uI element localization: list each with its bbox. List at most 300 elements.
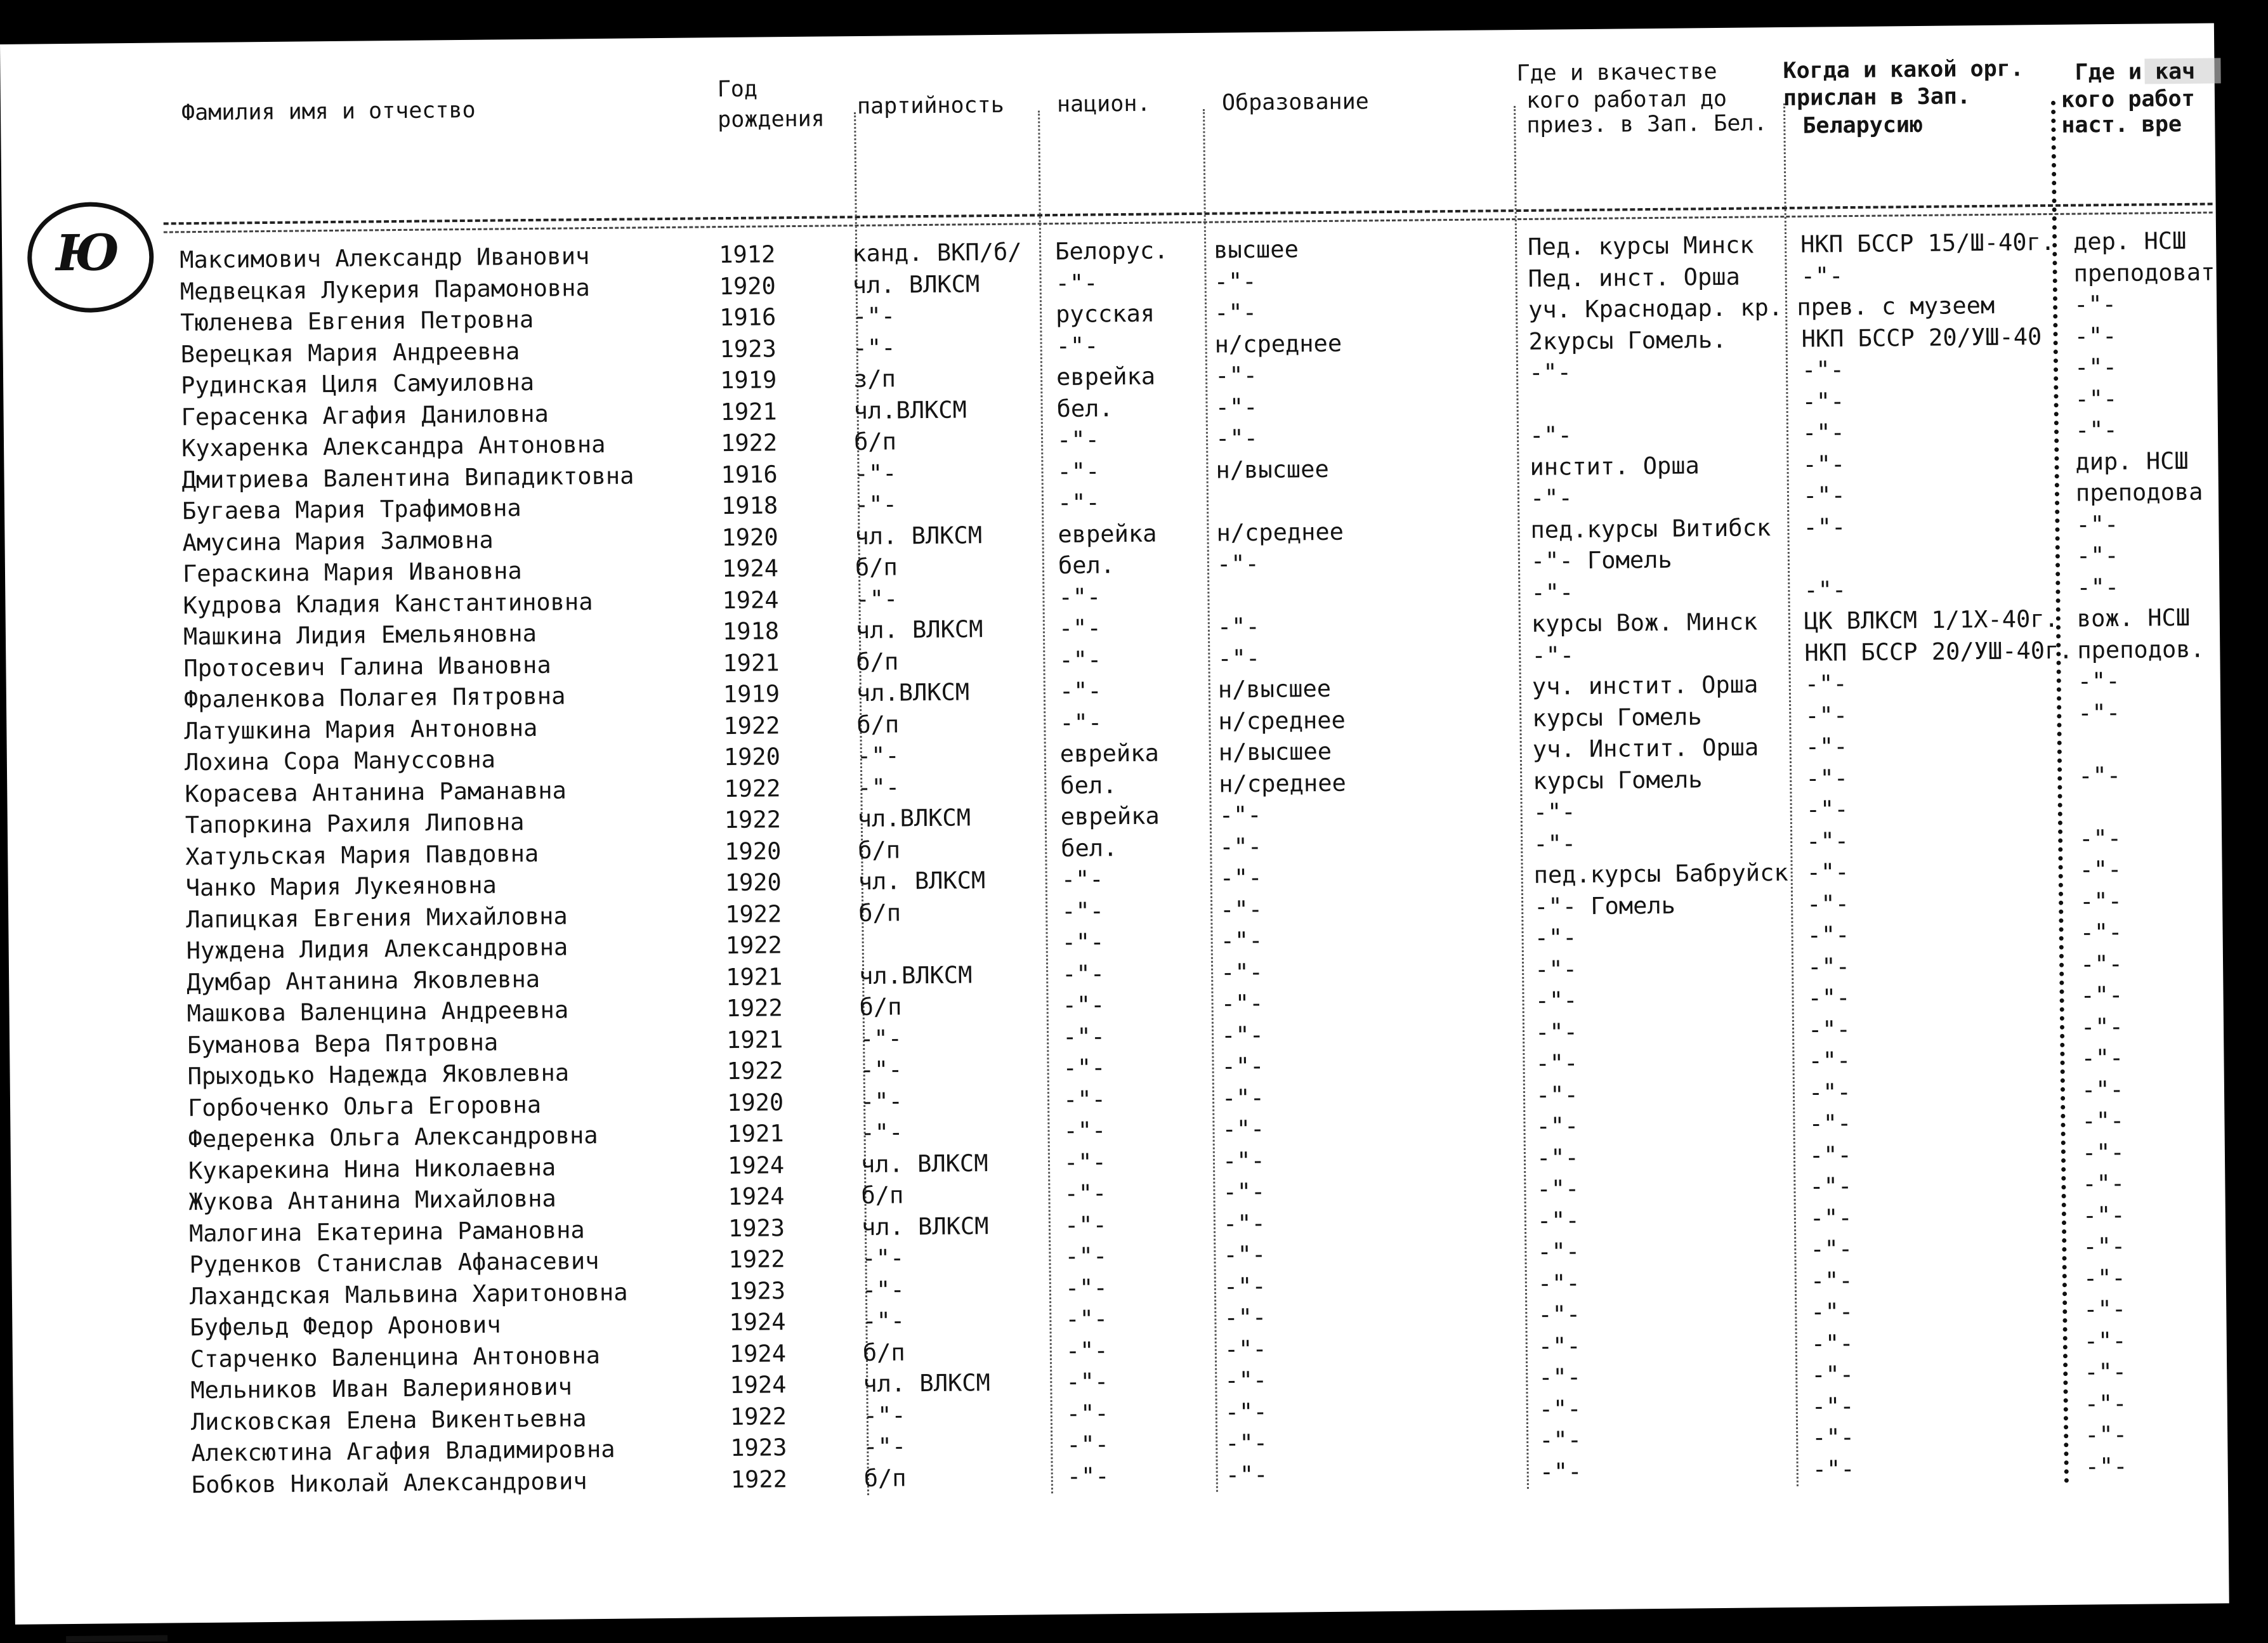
cell-party: чл.ВЛКСМ: [853, 395, 967, 424]
cell-sent: -"-: [1801, 356, 1845, 384]
cell-now: преподова: [2075, 478, 2203, 507]
cell-name: Чанко Мария Лукеяновна: [185, 871, 497, 902]
cell-year: 1918: [722, 617, 780, 646]
cell-edu: -"-: [1225, 1460, 1268, 1489]
cell-now: -"-: [2080, 981, 2123, 1009]
cell-year: 1924: [722, 586, 779, 614]
cell-now: -"-: [2081, 1044, 2124, 1072]
cell-prev: курсы Вож. Минск: [1531, 608, 1758, 638]
cell-nat: -"-: [1066, 1399, 1109, 1427]
cell-now: -"-: [2082, 1201, 2125, 1229]
cell-party: чл. ВЛКСМ: [855, 521, 983, 550]
cell-prev: инстит. Орша: [1530, 451, 1700, 481]
cell-nat: -"-: [1061, 928, 1105, 956]
cell-party: -"-: [862, 1275, 905, 1304]
cell-sent: -"-: [1806, 795, 1849, 823]
header-education: Образование: [1221, 89, 1369, 116]
cell-year: 1922: [725, 900, 782, 928]
cell-prev: -"- Гомель: [1533, 891, 1676, 920]
cell-year: 1922: [724, 774, 781, 802]
cell-prev: -"-: [1539, 1457, 1582, 1486]
cell-nat: -"-: [1061, 896, 1105, 925]
cell-party: -"-: [863, 1401, 906, 1429]
cell-nat: -"-: [1055, 268, 1098, 297]
cell-prev: курсы Гомель: [1533, 765, 1703, 795]
cell-prev: -"-: [1535, 1018, 1578, 1046]
cell-year: 1922: [728, 1245, 785, 1274]
cell-nat: бел.: [1058, 551, 1115, 580]
cell-edu: -"-: [1219, 832, 1262, 861]
header-sent-1: Когда и какой орг.: [1783, 56, 2024, 84]
cell-sent: -"-: [1809, 1141, 1852, 1169]
cell-name: Руденков Станислав Афанасевич: [189, 1247, 600, 1279]
cell-now: преподов.: [2077, 635, 2205, 664]
cell-sent: -"-: [1808, 1047, 1851, 1075]
cell-nat: -"-: [1056, 426, 1100, 454]
cell-edu: -"-: [1214, 299, 1257, 327]
cell-nat: -"-: [1058, 582, 1101, 611]
cell-prev: -"-: [1539, 1426, 1582, 1454]
cell-year: 1920: [719, 272, 777, 300]
cell-edu: -"-: [1223, 1240, 1266, 1269]
cell-year: 1918: [721, 492, 778, 520]
cell-nat: -"-: [1066, 1368, 1109, 1396]
cell-name: Кухаренка Александра Антоновна: [181, 430, 606, 462]
cell-now: дер. НСШ: [2073, 226, 2187, 256]
cell-now: -"-: [2081, 1106, 2125, 1135]
cell-now: -"-: [2078, 761, 2121, 790]
cell-nat: -"-: [1062, 991, 1105, 1019]
cell-prev: уч. Краснодар. кр. прев. с музеем: [1528, 291, 1995, 324]
header-party: партийность: [856, 92, 1004, 120]
cell-nat: еврейка: [1056, 362, 1156, 391]
cell-party: чл. ВЛКСМ: [855, 615, 983, 645]
cell-party: чл.ВЛКСМ: [856, 678, 970, 707]
cell-party: чл. ВЛКСМ: [860, 1149, 988, 1178]
cell-name: Думбар Антанина Яковлевна: [186, 965, 541, 996]
cell-year: 1922: [726, 994, 783, 1023]
cell-edu: н/среднее: [1219, 769, 1346, 798]
cell-sent: -"-: [1809, 1172, 1852, 1200]
cell-sent: -"-: [1802, 481, 1845, 509]
cell-sent: -"-: [1808, 1078, 1852, 1106]
cell-nat: -"-: [1056, 331, 1099, 360]
cell-party: -"-: [862, 1307, 905, 1335]
cell-nat: -"-: [1066, 1462, 1110, 1490]
cell-name: Буманова Вера Пятровна: [187, 1028, 499, 1059]
cell-sent: -"-: [1810, 1266, 1853, 1295]
cell-nat: -"-: [1063, 1148, 1107, 1176]
cell-now: -"-: [2084, 1420, 2128, 1449]
cell-prev: -"-: [1538, 1363, 1582, 1391]
cell-prev: уч. Инстит. Орша: [1532, 733, 1759, 763]
cell-year: 1923: [730, 1434, 787, 1462]
cell-year: 1921: [723, 648, 780, 677]
cell-nat: -"-: [1065, 1273, 1108, 1302]
cell-year: 1923: [728, 1214, 785, 1242]
cell-now: -"-: [2074, 353, 2118, 381]
cell-prev: пед.курсы Витибск: [1530, 513, 1771, 544]
cell-party: б/п: [855, 553, 898, 582]
cell-year: 1922: [730, 1402, 787, 1430]
cell-now: -"-: [2083, 1232, 2126, 1260]
cell-edu: -"-: [1221, 1083, 1265, 1112]
cell-prev: -"-: [1537, 1175, 1580, 1203]
cell-prev: -"-: [1535, 1080, 1579, 1109]
cell-now: -"-: [2080, 1012, 2124, 1041]
cell-prev: -"-: [1535, 1049, 1578, 1077]
header-now-1: Где и кач: [2075, 58, 2196, 86]
cell-nat: -"-: [1066, 1430, 1110, 1458]
cell-edu: н/среднее: [1216, 518, 1344, 547]
cell-year: 1919: [723, 680, 780, 709]
cell-prev: -"-: [1538, 1332, 1581, 1360]
cell-party: канд. ВКП/б/: [852, 238, 1022, 268]
cell-now: -"-: [2081, 1075, 2124, 1104]
cell-edu: н/высшее: [1217, 674, 1332, 704]
cell-name: Лохина Сора Мануссовна: [184, 745, 496, 776]
cell-now: -"-: [2075, 384, 2118, 413]
cell-nat: русская: [1055, 299, 1155, 329]
cell-prev: -"-: [1538, 1300, 1581, 1328]
cell-name: Бобков Николай Александрович: [191, 1467, 587, 1498]
cell-name: Алексютина Агафия Владимировна: [191, 1435, 615, 1467]
cell-year: 1922: [725, 931, 783, 960]
cell-year: 1920: [721, 523, 778, 551]
cell-prev: уч. инстит. Орша: [1531, 671, 1759, 700]
cell-year: 1920: [724, 868, 782, 897]
cell-sent: НКП БССР 15/Ш-40г.: [1800, 228, 2055, 258]
cell-edu: -"-: [1214, 362, 1258, 389]
cell-sent: -"-: [1807, 984, 1851, 1012]
cell-party: чл. ВЛКСМ: [858, 867, 986, 896]
cell-sent: -"-: [1806, 764, 1849, 792]
cell-now: -"-: [2073, 290, 2117, 318]
cell-party: -"-: [859, 1024, 903, 1052]
cell-year: 1924: [721, 554, 779, 583]
cell-sent: -"-: [1807, 952, 1851, 981]
cell-year: 1923: [719, 334, 777, 363]
cell-nat: -"-: [1059, 645, 1102, 674]
cell-nat: -"-: [1064, 1210, 1107, 1239]
scan-mark: [66, 1635, 167, 1643]
cell-year: 1912: [719, 240, 776, 269]
cell-edu: -"-: [1216, 549, 1259, 578]
cell-nat: -"-: [1057, 457, 1100, 485]
cell-now: -"-: [2075, 416, 2118, 444]
cell-nat: бел.: [1061, 834, 1118, 862]
cell-now: -"-: [2076, 573, 2120, 601]
cell-nat: -"-: [1059, 677, 1102, 705]
cell-name: Малогина Екатерина Рамановна: [188, 1215, 585, 1247]
cell-year: 1923: [728, 1276, 786, 1305]
cell-name: Протосевич Галина Ивановна: [183, 651, 551, 682]
cell-prev: -"-: [1528, 358, 1572, 386]
cell-prev: -"-: [1535, 986, 1578, 1014]
cell-name: Мельников Иван Валериянович: [190, 1373, 573, 1404]
cell-nat: -"-: [1065, 1242, 1108, 1270]
cell-sent: -"-: [1811, 1392, 1854, 1420]
cell-prev: -"-: [1537, 1238, 1580, 1266]
cell-prev: Пед. курсы Минск: [1527, 231, 1754, 261]
cell-edu: -"-: [1224, 1366, 1268, 1394]
cell-year: 1921: [720, 397, 777, 426]
cell-party: -"-: [854, 459, 897, 487]
cell-edu: -"-: [1223, 1272, 1266, 1300]
cell-year: 1916: [721, 460, 778, 488]
cell-prev: 2курсы Гомель.: [1528, 325, 1727, 355]
cell-now: -"-: [2078, 698, 2121, 727]
cell-party: чл. ВЛКСМ: [852, 270, 980, 299]
cell-sent: -"-: [1812, 1424, 1855, 1451]
cell-nat: бел.: [1060, 771, 1117, 799]
header-prev-work-2: кого работал до: [1526, 86, 1727, 114]
cell-edu: н/среднее: [1218, 706, 1346, 735]
cell-name: Дмитриева Валентина Випадиктовна: [181, 461, 634, 494]
cell-party: б/п: [863, 1463, 907, 1492]
cell-party: чл.ВЛКСМ: [857, 804, 971, 833]
cell-year: 1919: [719, 366, 777, 395]
cell-edu: -"-: [1219, 801, 1262, 829]
cell-sent: -"-: [1810, 1235, 1853, 1263]
cell-name: Федеренка Ольга Александровна: [188, 1122, 598, 1153]
cell-now: преподоват: [2073, 258, 2215, 287]
cell-name: Гераскина Мария Ивановна: [182, 557, 522, 588]
cell-year: 1924: [730, 1371, 787, 1399]
cell-party: чл.ВЛКСМ: [858, 960, 973, 990]
cell-name: Латушкина Мария Антоновна: [184, 714, 538, 745]
cell-party: чл. ВЛКСМ: [863, 1369, 991, 1398]
cell-edu: -"-: [1220, 926, 1263, 955]
cell-name: Корасева Антанина Раманавна: [185, 776, 567, 808]
cell-name: Кукарекина Нина Николаевна: [188, 1153, 556, 1184]
cell-edu: -"-: [1219, 895, 1263, 924]
cell-year: 1921: [726, 1025, 783, 1054]
cell-nat: бел.: [1056, 394, 1113, 422]
cell-party: б/п: [862, 1338, 905, 1366]
cell-nat: -"-: [1058, 614, 1101, 643]
header-sent-3: Беларусию: [1802, 112, 1924, 139]
cell-party: -"-: [856, 742, 900, 770]
cell-year: 1922: [724, 806, 782, 834]
cell-now: -"-: [2078, 824, 2122, 853]
cell-now: -"-: [2082, 1169, 2125, 1198]
cell-nat: -"-: [1059, 708, 1103, 736]
cell-year: 1924: [729, 1308, 786, 1337]
cell-name: Лахандская Мальвина Харитоновна: [189, 1278, 628, 1310]
cell-edu: н/высшее: [1216, 455, 1329, 484]
cell-now: -"-: [2083, 1264, 2126, 1292]
cell-now: -"-: [2084, 1358, 2127, 1386]
cell-party: -"-: [854, 490, 898, 519]
cell-party: -"-: [860, 1087, 903, 1115]
cell-sent: -"-: [1807, 921, 1850, 949]
cell-edu: -"-: [1221, 1052, 1264, 1080]
cell-sent: -"-: [1811, 1298, 1854, 1326]
cell-now: вож. НСШ: [2076, 603, 2191, 632]
header-name: Фамилия имя и отчество: [181, 97, 476, 126]
header-prev-work-1: Где и вкачестве: [1516, 59, 1717, 87]
cell-year: 1922: [730, 1465, 788, 1493]
cell-year: 1920: [724, 837, 782, 865]
cell-prev: -"-: [1533, 829, 1576, 858]
cell-now: -"-: [2079, 855, 2122, 884]
cell-sent: -"-: [1805, 701, 1848, 730]
cell-name: Бугаева Мария Трафимовна: [181, 494, 521, 525]
cell-year: 1924: [727, 1151, 785, 1179]
cell-party: -"-: [855, 584, 898, 613]
cell-prev: -"- Гомель: [1530, 546, 1672, 575]
header-nationality: национ.: [1056, 91, 1151, 118]
cell-edu: -"-: [1224, 1398, 1268, 1426]
cell-edu: -"-: [1222, 1115, 1265, 1143]
cell-nat: -"-: [1064, 1179, 1107, 1207]
cell-now: -"-: [2076, 541, 2119, 570]
cell-prev: -"-: [1536, 1143, 1579, 1172]
cell-sent: НКП БССР 20/УШ-40г.: [1804, 636, 2073, 667]
cell-name: Рудинская Циля Самуиловна: [180, 368, 535, 400]
cell-prev: -"-: [1530, 484, 1573, 512]
cell-edu: -"-: [1224, 1335, 1267, 1363]
cell-party: -"-: [860, 1118, 903, 1147]
cell-prev: Пед. инст. Орша: [1528, 263, 1740, 292]
cell-sent: -"-: [1807, 1015, 1851, 1044]
cell-edu: -"-: [1219, 863, 1262, 892]
cell-now: -"-: [2080, 950, 2123, 978]
cell-year: 1924: [728, 1182, 785, 1211]
cell-edu: -"-: [1217, 644, 1261, 672]
cell-now: -"-: [2084, 1389, 2127, 1418]
cell-nat: еврейка: [1059, 739, 1159, 768]
cell-sent: -"-: [1809, 1110, 1852, 1137]
cell-year: 1921: [725, 962, 783, 991]
cell-name: Буфельд Федор Аронович: [190, 1311, 501, 1342]
cell-prev: -"-: [1531, 578, 1574, 606]
cell-name: Прыходько Надежда Яковлевна: [187, 1059, 570, 1090]
cell-sent: -"-: [1804, 575, 1847, 604]
cell-now: -"-: [2081, 1138, 2125, 1167]
cell-party: -"-: [860, 1056, 903, 1084]
cell-party: -"-: [857, 773, 900, 801]
cell-edu: н/среднее: [1214, 329, 1342, 358]
cell-name: Лисковская Елена Викентьевна: [190, 1404, 587, 1436]
header-sent-2: прислан в Зап.: [1783, 84, 1971, 112]
cell-prev: -"-: [1538, 1394, 1582, 1423]
cell-edu: -"-: [1214, 267, 1257, 296]
cell-name: Амусина Мария Залмовна: [182, 526, 494, 556]
cell-sent: -"-: [1802, 450, 1845, 478]
cell-nat: -"-: [1065, 1305, 1108, 1333]
cell-party: б/п: [858, 835, 901, 864]
cell-sent: -"-: [1811, 1329, 1854, 1358]
cell-now: дир. НСШ: [2075, 447, 2189, 476]
cell-year: 1922: [723, 711, 780, 740]
cell-prev: -"-: [1531, 641, 1575, 669]
cell-edu: -"-: [1217, 612, 1260, 641]
cell-edu: -"-: [1220, 958, 1264, 986]
cell-year: 1922: [720, 429, 778, 457]
cell-party: б/п: [858, 898, 901, 927]
cell-prev: -"-: [1534, 955, 1578, 983]
cell-sent: -"-: [1802, 419, 1845, 447]
cell-sent: -"-: [1803, 513, 1846, 541]
cell-now: -"-: [2077, 667, 2120, 695]
cell-name: Кудрова Кладия Канстантиновна: [183, 587, 593, 619]
cell-sent: -"-: [1805, 733, 1848, 761]
cell-nat: -"-: [1061, 959, 1105, 988]
cell-edu: -"-: [1222, 1209, 1266, 1238]
cell-party: -"-: [862, 1244, 905, 1273]
cell-nat: -"-: [1063, 1054, 1106, 1082]
cell-nat: еврейка: [1058, 520, 1157, 548]
cell-prev: -"-: [1537, 1206, 1580, 1234]
cell-sent: -"-: [1802, 387, 1845, 416]
cell-name: Старченко Валенцина Антоновна: [190, 1341, 601, 1373]
cell-year: 1921: [727, 1120, 784, 1148]
cell-prev: пед.курсы Бабруйск: [1533, 859, 1788, 889]
cell-sent: -"-: [1812, 1455, 1855, 1483]
cell-name: Максимович Александр Иванович: [180, 242, 590, 274]
cell-name: Тапоркина Рахиля Липовна: [185, 808, 525, 839]
cell-now: -"-: [2079, 887, 2123, 915]
cell-party: з/п: [853, 365, 896, 393]
cell-name: Медвецкая Лукерия Парамоновна: [180, 273, 590, 305]
cell-edu: -"-: [1225, 1429, 1268, 1457]
cell-nat: -"-: [1063, 1116, 1106, 1144]
cell-sent: -"-: [1806, 827, 1849, 855]
cell-name: Нуждена Лидия Александровна: [186, 933, 568, 965]
cell-party: -"-: [853, 333, 896, 362]
cell-sent: НКП БССР 20/УШ-40: [1801, 322, 2042, 353]
cell-sent: ЦК ВЛКСМ 1/1Х-40г.: [1804, 605, 2059, 635]
cell-edu: -"-: [1221, 1021, 1264, 1049]
cell-prev: -"-: [1537, 1269, 1580, 1297]
header-year: Год рождения: [717, 76, 825, 133]
cell-name: Жукова Антанина Михайловна: [188, 1184, 556, 1216]
cell-nat: -"-: [1057, 488, 1101, 517]
cell-name: Хатульская Мария Павдовна: [185, 839, 539, 870]
cell-prev: -"-: [1529, 421, 1573, 449]
cell-party: б/п: [859, 993, 902, 1021]
cell-now: -"-: [2083, 1295, 2127, 1323]
cell-name: Горбоченко Ольга Егоровна: [187, 1090, 542, 1122]
cell-party: чл. ВЛКСМ: [861, 1212, 989, 1241]
cell-nat: -"-: [1061, 865, 1104, 894]
cell-sent: -"-: [1806, 858, 1849, 886]
cell-nat: -"-: [1065, 1336, 1108, 1365]
cell-name: Машкова Валенцина Андреевна: [187, 996, 569, 1028]
cell-edu: -"-: [1222, 1177, 1266, 1206]
cell-prev: -"-: [1534, 924, 1577, 952]
cell-year: 1924: [729, 1339, 787, 1368]
cell-now: -"-: [2074, 322, 2117, 350]
cell-now: -"-: [2076, 510, 2119, 539]
cell-year: 1920: [726, 1088, 784, 1116]
cell-year: 1920: [723, 743, 781, 771]
cell-now: -"-: [2083, 1326, 2127, 1355]
cell-nat: еврейка: [1060, 802, 1160, 831]
cell-prev: курсы Гомель: [1532, 702, 1702, 732]
cell-nat: -"-: [1063, 1085, 1106, 1113]
cell-sent: -"-: [1804, 670, 1847, 698]
cell-party: б/п: [856, 710, 900, 738]
cell-sent: -"-: [1811, 1361, 1854, 1389]
cell-name: Машкина Лидия Емельяновна: [183, 619, 537, 651]
cell-sent: -"-: [1800, 261, 1844, 290]
header-now-3: наст. вре: [2061, 111, 2182, 138]
cell-party: б/п: [861, 1181, 904, 1210]
cell-sent: -"-: [1806, 889, 1850, 918]
